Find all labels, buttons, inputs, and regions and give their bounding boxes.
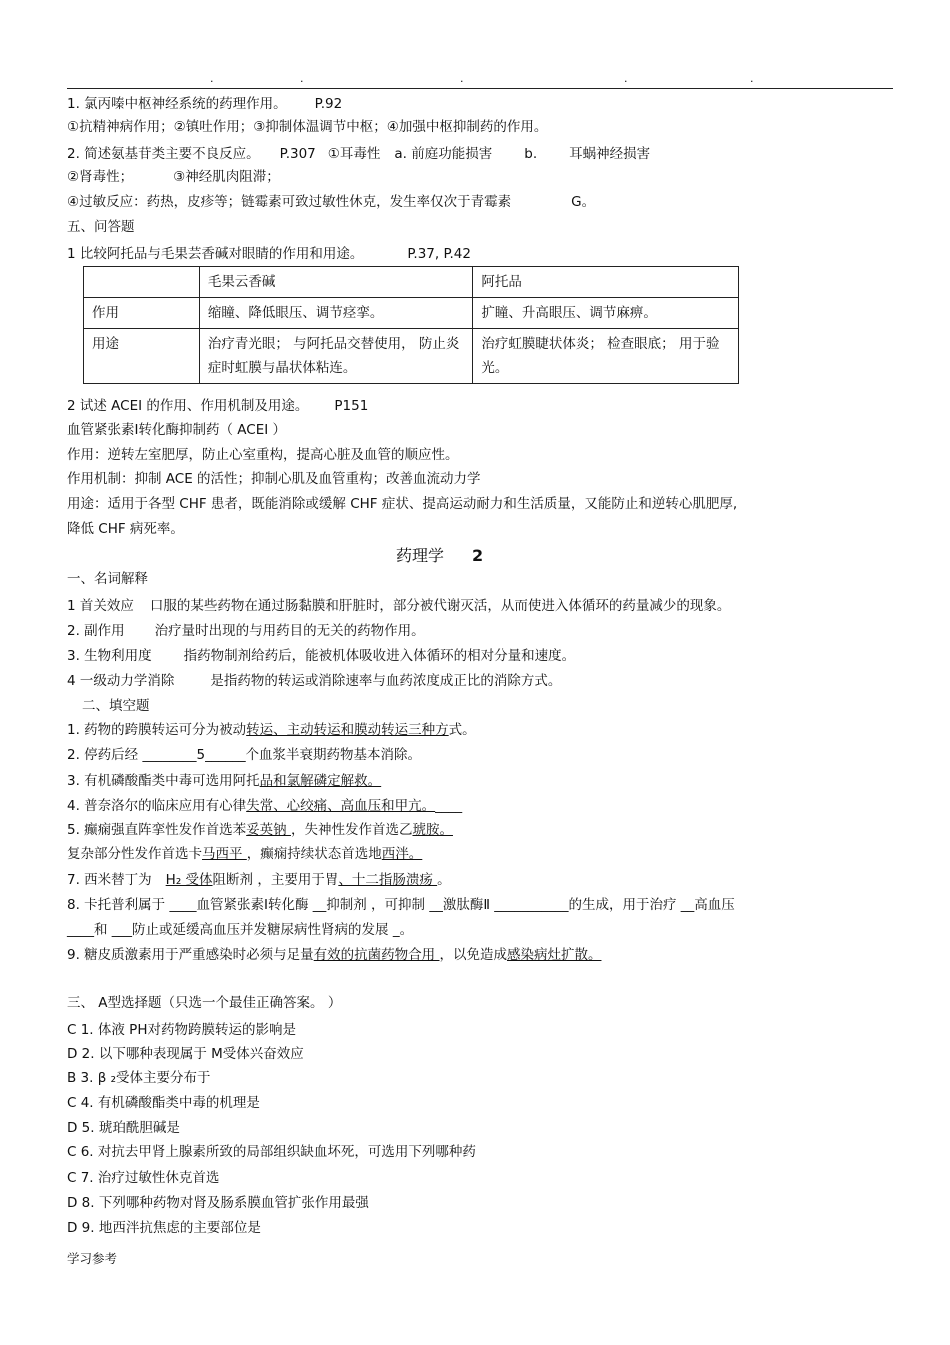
table-row — [84, 298, 739, 329]
fill-2: 2. 停药后经 ________5______个血浆半衰期药物基本消除。 — [67, 747, 422, 763]
comparison-table — [83, 266, 739, 384]
fill-5: 5. 癫痫强直阵挛性发作首选苯妥英钠 ，失神性发作首选乙琥胺。 — [67, 822, 453, 838]
header-rule — [67, 88, 893, 89]
question-1: 1. 氯丙嗪中枢神经系统的药理作用。 P.92 — [67, 96, 343, 112]
definition-4: 4 一级动力学消除 是指药物的转运或消除速率与血药浓度成正比的消除方式。 — [67, 673, 562, 689]
fill-1: 1. 药物的跨膜转运可分为被动转运、主动转运和膜动转运三种方式。 — [67, 722, 476, 738]
essay-answer-line: 血管紧张素Ⅰ转化酶抑制药（ ACEI ） — [67, 422, 286, 438]
choice-item: B 3. β ₂受体主要分布于 — [67, 1070, 211, 1086]
section-2-title: 二、填空题 — [82, 698, 150, 714]
question-1-answer: ①抗精神病作用；②镇吐作用；③抑制体温调节中枢；④加强中枢抑制药的作用。 — [67, 119, 548, 135]
table-cell: 用途 — [84, 329, 200, 384]
fill-8: 8. 卡托普利属于 ____血管紧张素Ⅰ转化酶 __抑制剂 ，可抑制 __激肽酶Ⅱ ___________的生成，用于治疗 __高血压 — [67, 897, 735, 913]
choice-item: C 1. 体液 PH对药物跨膜转运的影响是 — [67, 1022, 296, 1038]
choice-item: D 5. 琥珀酰胆碱是 — [67, 1120, 180, 1136]
fill-3: 3. 有机磷酸酯类中毒可选用阿托品和氯解磷定解救。 — [67, 773, 382, 789]
essay-question-2: 2 试述 ACEI 的作用、作用机制及用途。 P151 — [67, 398, 369, 414]
choice-item: D 2. 以下哪种表现属于 M受体兴奋效应 — [67, 1046, 304, 1062]
page-footer: 学习参考 — [67, 1251, 118, 1266]
fill-8-line2: ____和 ___防止或延缓高血压并发糖尿病性肾病的发展 _。 — [67, 922, 414, 938]
fill-7: 7. 西米替丁为 H₂ 受体阻断剂 ，主要用于胃、十二指肠溃疡 。 — [67, 872, 451, 888]
essay-answer-line: 作用：逆转左室肥厚，防止心室重构，提高心脏及血管的顺应性。 — [67, 447, 459, 463]
definition-3: 3. 生物利用度 指药物制剂给药后，能被机体吸收进入体循环的相对分量和速度。 — [67, 648, 576, 664]
fill-4: 4. 普奈洛尔的临床应用有心律失常、心绞痛、高血压和甲亢。____ — [67, 798, 463, 814]
essay-answer-line: 降低 CHF 病死率。 — [67, 521, 184, 537]
table-cell: 毛果云香碱 — [199, 267, 473, 298]
essay-answer-line: 作用机制：抑制 ACE 的活性；抑制心肌及血管重构；改善血流动力学 — [67, 471, 481, 487]
choice-item: C 6. 对抗去甲肾上腺素所致的局部组织缺血坏死，可选用下列哪种药 — [67, 1144, 476, 1160]
header-dot: . — [624, 72, 628, 85]
question-2: 2. 简述氨基苷类主要不良反应。 P.307 ①耳毒性 a. 前庭功能损害 b. 耳蜗神经损害 — [67, 146, 651, 162]
section-3-title: 三、 A型选择题（只选一个最佳正确答案。 ） — [67, 995, 342, 1011]
header-dot: . — [460, 72, 464, 85]
choice-item: C 4. 有机磷酸酯类中毒的机理是 — [67, 1095, 260, 1111]
choice-item: C 7. 治疗过敏性休克首选 — [67, 1170, 220, 1186]
fill-5-line2: 复杂部分性发作首选卡马西平 ，癫痫持续状态首选地西泮。 — [67, 846, 423, 862]
fill-9: 9. 糖皮质激素用于严重感染时必须与足量有效的抗菌药物合用 ，以免造成感染病灶扩散。 — [67, 947, 602, 963]
header-dot: . — [750, 72, 754, 85]
section-5-title: 五、问答题 — [67, 219, 135, 235]
choice-item: D 9. 地西泮抗焦虑的主要部位是 — [67, 1220, 261, 1236]
definition-1: 1 首关效应 口服的某些药物在通过肠黏膜和肝脏时，部分被代谢灭活，从而使进入体循环的药量减少的现象。 — [67, 598, 731, 614]
table-row — [84, 329, 739, 384]
definition-2: 2. 副作用 治疗量时出现的与用药目的无关的药物作用。 — [67, 623, 425, 639]
section-1-title: 一、名词解释 — [67, 571, 148, 587]
table-cell: 治疗虹膜睫状体炎； 检查眼底； 用于验光。 — [473, 329, 739, 384]
question-2-line2: ②肾毒性； ③神经肌肉阻滞； — [67, 169, 280, 185]
table-header-row — [84, 267, 739, 298]
page-title: 药理学 2 — [396, 546, 484, 565]
header-dot: . — [300, 72, 304, 85]
choice-item: D 8. 下列哪种药物对肾及肠系膜血管扩张作用最强 — [67, 1195, 369, 1211]
essay-question-1: 1 比较阿托品与毛果芸香碱对眼睛的作用和用途。 P.37, P.42 — [67, 246, 471, 262]
table-cell: 扩瞳、升高眼压、调节麻痹。 — [473, 298, 739, 329]
table-cell: 阿托品 — [473, 267, 739, 298]
essay-answer-line: 用途：适用于各型 CHF 患者，既能消除或缓解 CHF 症状、提高运动耐力和生活质量，又能防止和逆转心肌肥厚, — [67, 496, 738, 512]
question-2-line3: ④过敏反应：药热，皮疹等；链霉素可致过敏性休克，发生率仅次于青霉素 G。 — [67, 194, 596, 210]
table-cell: 缩瞳、降低眼压、调节痉挛。 — [199, 298, 473, 329]
table-cell: 治疗青光眼； 与阿托品交替使用， 防止炎症时虹膜与晶状体粘连。 — [199, 329, 473, 384]
table-cell — [84, 267, 200, 298]
table-cell: 作用 — [84, 298, 200, 329]
header-dot: . — [210, 72, 214, 85]
